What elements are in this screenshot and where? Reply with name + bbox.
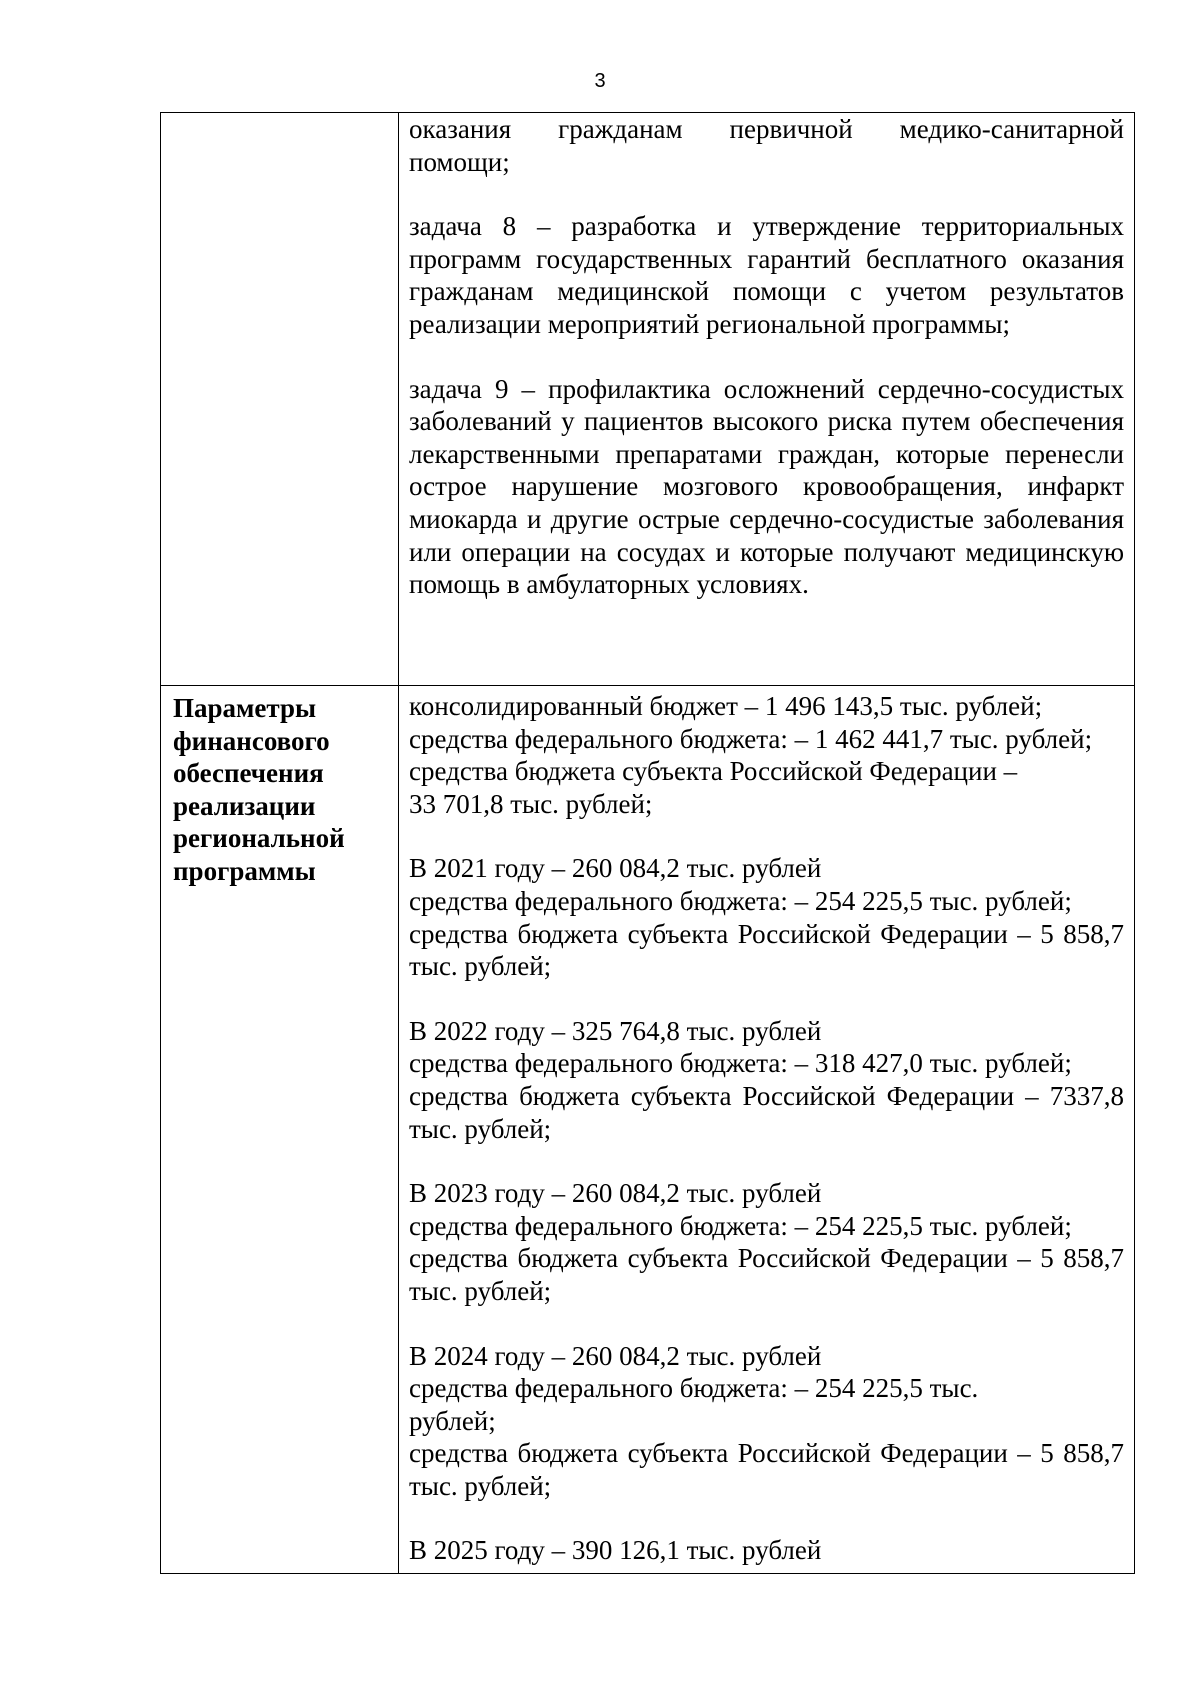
regional-budget-total-line1: средства бюджета субъекта Российской Федерации – [409, 756, 1018, 787]
page-number: 3 [594, 70, 606, 92]
label-line: обеспечения [173, 758, 324, 789]
label-line: региональной [173, 823, 345, 854]
regional-budget-total-line2: 33 701,8 тыс. рублей; [409, 788, 653, 819]
financing-content-cell [399, 686, 1135, 1574]
federal-budget-total: средства федерального бюджета: – 1 462 441,7 тыс. рублей; [409, 723, 1093, 754]
table-row-financing [161, 686, 1135, 1574]
year-2021-regional: средства бюджета субъекта Российской Федерации – 5 858,7 тыс. рублей; [409, 918, 1124, 982]
label-line: реализации [173, 790, 316, 821]
year-2023-regional: средства бюджета субъекта Российской Федерации – 5 858,7 тыс. рублей; [409, 1243, 1124, 1306]
continued-text-line: помощи; [409, 146, 510, 177]
program-passport-table [160, 112, 1135, 1574]
year-2023-federal: средства федерального бюджета: – 254 225,5 тыс. рублей; [409, 1210, 1072, 1241]
label-line: программы [173, 855, 316, 886]
year-2024-federal-line1: средства федерального бюджета: – 254 225,5 тыс. [409, 1373, 979, 1404]
consolidated-budget: консолидированный бюджет – 1 496 143,5 тыс. рублей; [409, 691, 1043, 721]
year-2022-total: В 2022 году – 325 764,8 тыс. рублей [409, 1015, 822, 1046]
year-2021-federal: средства федерального бюджета: – 254 225,5 тыс. рублей; [409, 885, 1072, 916]
empty-label-cell [161, 113, 399, 686]
task-8-text: задача 8 – разработка и утверждение территориальных программ государственных гарантий бесплатного оказания гражданам медицинской помощи с учетом результатов реализации мероприятий региональной программы; [409, 211, 1124, 339]
year-2021-total: В 2021 году – 260 084,2 тыс. рублей [409, 853, 822, 884]
table-row-tasks-continued [161, 113, 1135, 686]
tasks-cell [399, 113, 1135, 686]
label-line: Параметры [173, 693, 317, 723]
year-2024-total: В 2024 году – 260 084,2 тыс. рублей [409, 1340, 822, 1371]
continued-text-line: оказания гражданам первичной медико-санитарной [409, 114, 1124, 144]
year-2024-regional: средства бюджета субъекта Российской Федерации – 5 858,7 тыс. рублей; [409, 1438, 1124, 1501]
financing-label-cell [161, 686, 399, 1574]
year-2025-total: В 2025 году – 390 126,1 тыс. рублей [409, 1535, 822, 1566]
task-9-text: задача 9 – профилактика осложнений сердечно-сосудистых заболеваний у пациентов высокого риска путем обеспечения лекарственными препаратами граждан, которые перенесли острое нарушение мозгового кровообращения, инфаркт миокарда и другие острые сердечно-сосудистые заболевания или операции на сосудах и которые получают медицинскую помощь в амбулаторных условиях. [409, 373, 1124, 600]
year-2022-federal: средства федерального бюджета: – 318 427,0 тыс. рублей; [409, 1048, 1072, 1079]
year-2022-regional: средства бюджета субъекта Российской Федерации – 7337,8 тыс. рублей; [409, 1080, 1124, 1144]
year-2024-federal-line2: рублей; [409, 1405, 496, 1436]
label-line: финансового [173, 725, 330, 756]
year-2023-total: В 2023 году – 260 084,2 тыс. рублей [409, 1178, 822, 1209]
